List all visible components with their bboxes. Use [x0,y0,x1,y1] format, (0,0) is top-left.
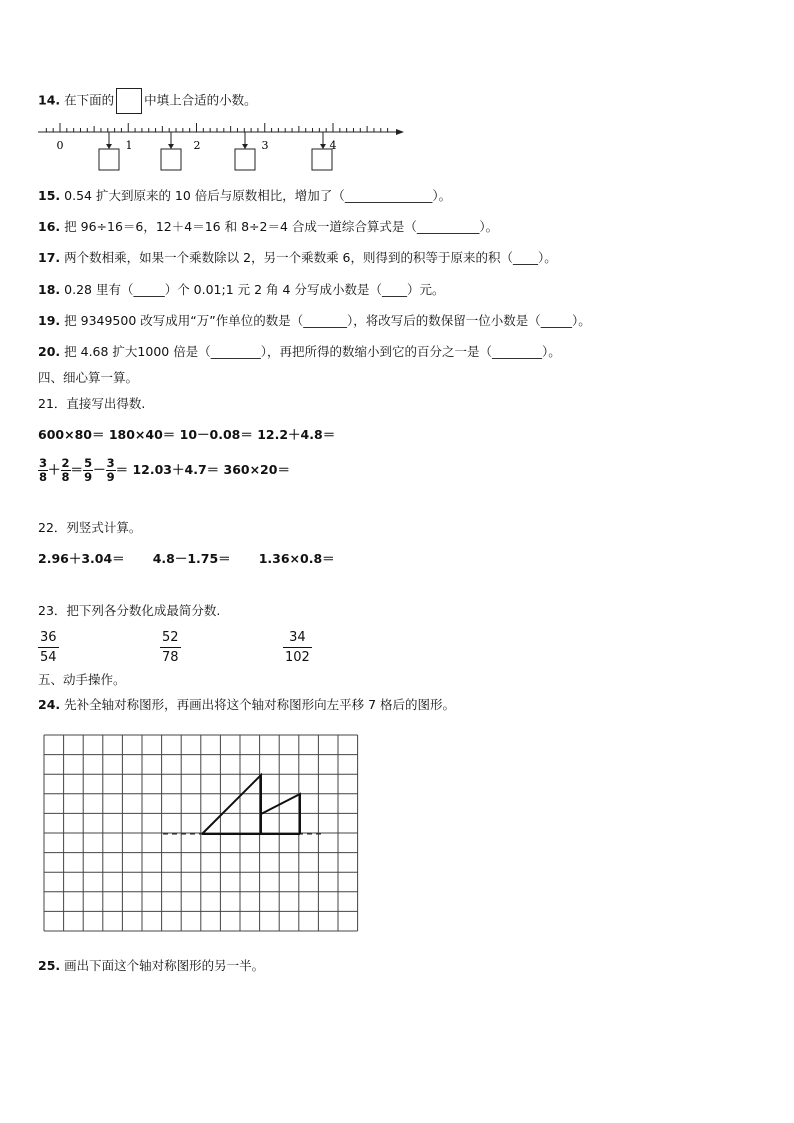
figure-triangle-edge [202,775,261,834]
question-14 [38,88,257,114]
question-22-title: 22．列竖式计算。 [38,520,142,535]
tick-label-4: 4 [329,139,337,152]
question-19 [38,313,591,329]
answer-blank-2[interactable]: _____ [540,313,572,328]
question-text: ），再把所得的数缩小到它的百分之一是（ [260,344,492,359]
fraction [83,457,93,484]
section-heading-5: 五、动手操作。 [38,672,126,687]
answer-blank-1[interactable]: _______ [303,313,347,328]
denominator: 9 [106,470,115,484]
vertical-calc-line [38,551,335,567]
answer-blank-2[interactable]: ____ [381,282,407,297]
question-text: ），将改写后的数保留一位小数是（ [346,313,541,328]
question-18 [38,282,444,298]
fraction-3 [283,628,312,667]
question-number: 25. [38,958,61,973]
question-text: 0.28 里有（ [64,282,134,297]
question-text: 两个数相乘，如果一个乘数除以 2，另一个乘数乘 6，则得到的积等于原来的积（ [64,250,513,265]
question-number: 16. [38,219,61,234]
operator: － [93,462,106,477]
tick-label-1: 1 [125,139,133,152]
fraction [106,457,116,484]
answer-blank[interactable]: ______________ [344,188,433,203]
question-text: 在下面的 [64,92,115,108]
numerator: 3 [106,456,115,470]
denominator: 9 [84,470,93,484]
question-20 [38,344,561,360]
question-number: 20. [38,344,61,359]
figure-small-edge [261,794,300,834]
question-text-end: ）。 [571,313,591,328]
calc-line-2 [38,455,290,485]
fraction [38,457,48,484]
tick-label-3: 3 [261,139,269,152]
answer-box-3[interactable] [235,149,255,170]
answer-blank-2[interactable]: ________ [491,344,542,359]
question-text: 先补全轴对称图形，再画出将这个轴对称图形向左平移 7 格后的图形。 [64,697,456,712]
question-21-title: 21．直接写出得数. [38,396,146,411]
question-text: 把 4.68 扩大1000 倍是（ [64,344,211,359]
drawing-grid[interactable] [40,731,364,941]
question-number: 19. [38,313,61,328]
operator: ＝ [70,462,84,477]
numerator: 52 [160,628,181,648]
vertical-calc-2: 4.8－1.75＝ [152,551,231,566]
question-text-end: ）。 [538,250,557,265]
pointer-arrow-icon [168,144,174,149]
question-17 [38,250,557,266]
numerator: 3 [39,456,48,470]
question-text: 把 96÷16＝6，12＋4＝16 和 8÷2＝4 合成一道综合算式是（ [64,219,417,234]
vertical-calc-3: 1.36×0.8＝ [258,551,335,566]
numerator: 2 [61,456,70,470]
denominator: 8 [61,470,70,484]
tick-label-0: 0 [56,139,64,152]
question-text-end: ）。 [432,188,452,203]
answer-box-1[interactable] [99,149,119,170]
denominator: 102 [285,650,310,665]
answer-box-2[interactable] [161,149,181,170]
question-text: 把 9349500 改写成用“万”作单位的数是（ [64,313,304,328]
question-number: 17. [38,250,61,265]
figure-half [202,775,300,834]
question-24 [38,697,455,713]
pointer-arrow-icon [320,144,326,149]
answer-blank[interactable]: ____ [513,250,538,265]
fraction [61,457,71,484]
question-number: 15. [38,188,61,203]
denominator: 8 [39,470,48,484]
question-23-title: 23．把下列各分数化成最简分数. [38,603,221,618]
question-text-end: ）。 [479,219,499,234]
calc-line-1: 600×80＝ 180×40＝ 10－0.08＝ 12.2＋4.8＝ [38,427,336,442]
fraction-1 [38,628,59,667]
vertical-calc-1: 2.96＋3.04＝ [38,551,125,566]
question-text: 画出下面这个轴对称图形的另一半。 [64,958,265,973]
fraction-2 [160,628,181,667]
number-line [36,120,408,176]
question-15 [38,188,451,204]
numerator: 5 [84,456,93,470]
tick-label-2: 2 [193,139,201,152]
question-text-end: ）。 [541,344,561,359]
denominator: 54 [40,650,57,665]
answer-blank-1[interactable]: ________ [210,344,261,359]
question-text: 0.54 扩大到原来的 10 倍后与原数相比，增加了（ [64,188,345,203]
question-text: ）个 0.01;1 元 2 角 4 分写成小数是（ [164,282,382,297]
question-text: 中填上合适的小数。 [144,92,257,108]
denominator: 78 [162,650,179,665]
answer-blank-1[interactable]: _____ [133,282,165,297]
answer-box-4[interactable] [312,149,332,170]
question-text-end: ）元。 [406,282,445,297]
section-heading-4: 四、细心算一算。 [38,370,139,385]
operator: ＋ [48,462,61,477]
pointer-arrow-icon [242,144,248,149]
question-25 [38,958,264,974]
numerator: 34 [283,628,312,648]
question-number: 14. [38,92,61,108]
pointer-arrow-icon [106,144,112,149]
question-number: 18. [38,282,61,297]
arrow-head-icon [396,129,404,135]
question-number: 24. [38,697,61,712]
numerator: 36 [38,628,59,648]
answer-blank[interactable]: __________ [416,219,480,234]
answer-box-sample [116,88,142,114]
calc-rest: ＝ 12.03＋4.7＝ 360×20＝ [115,462,290,477]
question-16 [38,219,498,235]
